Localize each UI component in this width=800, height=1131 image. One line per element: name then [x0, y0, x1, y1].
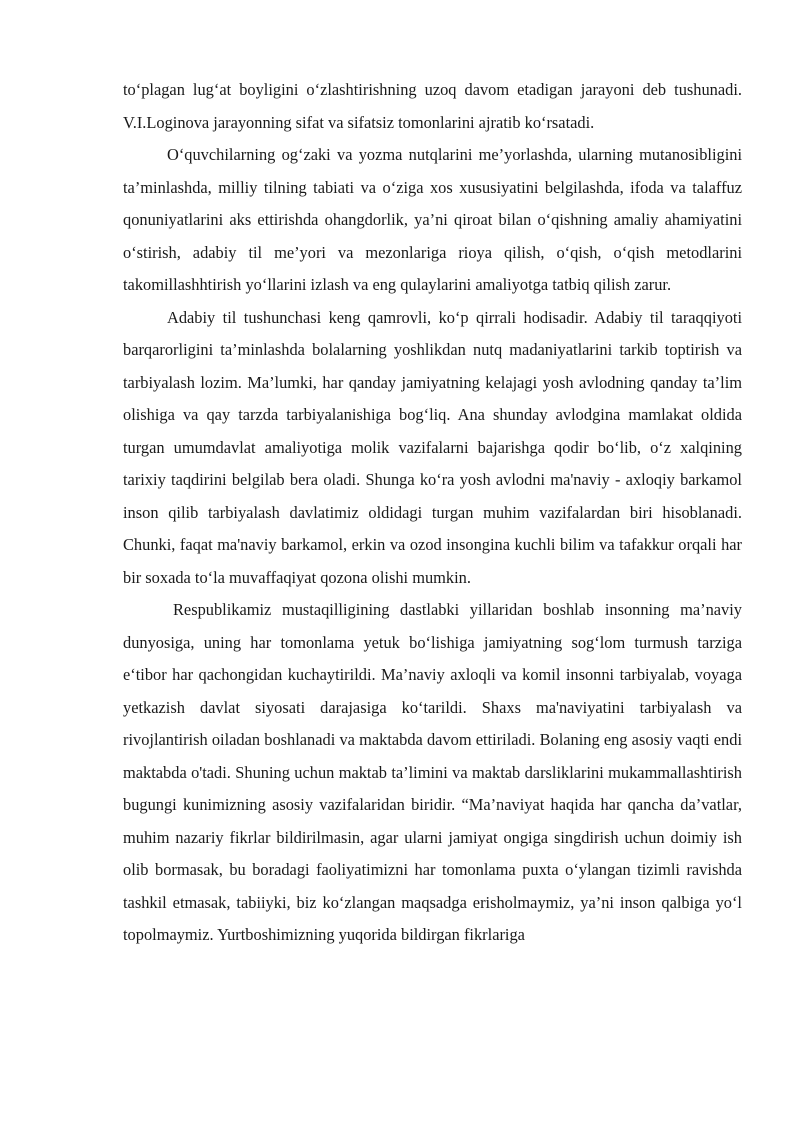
paragraph-continuation: to‘plagan lug‘at boyligini o‘zlashtirishning uzoq davom etadigan jarayoni deb tushunadi. V.I.Loginova jarayonning sifat va sifatsiz tomonlarini ajratib ko‘rsatadi.: [123, 80, 742, 132]
paragraph-speech-norms: O‘quvchilarning og‘zaki va yozma nutqlarini me’yorlashda, ularning mutanosibligini ta’minlashda, milliy tilning tabiati va o‘ziga xos xususiyatini belgilashda, ifoda va talaffuz qonuniyatlarini aks ettirishda ohangdorlik, ya’ni qiroat bilan o‘qishning amaliy ahamiyatini o‘stirish, adabiy til me’yori va mezonlariga rioya qilish, o‘qish, o‘qish metodlarini takomillashhtirish yo‘llarini izlash va eng qulaylarini amaliyotga tatbiq qilish zarur.: [123, 145, 742, 294]
body-text: [123, 74, 742, 952]
paragraph-literary-language: Adabiy til tushunchasi keng qamrovli, ko‘p qirrali hodisadir. Adabiy til taraqqiyoti barqarorligini ta’minlashda bolalarning yoshlikdan nutq madaniyatlarini tarkib toptirish va tarbiyalash lozim. Ma’lumki, har qanday jamiyatning kelajagi yosh avlodning qanday ta’lim olishiga va qay tarzda tarbiyalanishiga bog‘liq. Ana shunday avlodgina mamlakat oldida turgan umumdavlat amaliyotiga molik vazifalarni bajarishga qodir bo‘lib, o‘z xalqining tarixiy taqdirini belgilab bera oladi. Shunga ko‘ra yosh avlodni ma'naviy - axloqiy barkamol inson qilib tarbiyalash davlatimiz oldidagi turgan muhim vazifalardan biri hisoblanadi. Chunki, faqat ma'naviy barkamol, erkin va ozod insongina kuchli bilim va tafakkur orqali har bir soxada to‘la muvaffaqiyat qozona olishi mumkin.: [123, 307, 742, 587]
paragraph-spirituality: Respublikamiz mustaqilligining dastlabki yillaridan boshlab insonning ma’naviy dunyosiga, uning har tomonlama yetuk bo‘lishiga jamiyatning sog‘lom turmush tarziga e‘tibor har qachongidan kuchaytirildi. Ma’naviy axloqli va komil insonni tarbiyalab, voyaga yetkazish davlat siyosati darajasiga ko‘tarildi. Shaxs ma'naviyatini tarbiyalash va rivojlantirish oiladan boshlanadi va maktabda davom ettiriladi. Bolaning eng asosiy vaqti endi maktabda o'tadi. Shuning uchun maktab ta’limini va maktab darsliklarini mukammallashtirish bugungi kunimizning asosiy vazifalaridan biridir. “Ma’naviyat haqida har qancha da’vatlar, muhim nazariy fikrlar bildirilmasin, agar ularni jamiyat ongiga singdirish uchun doimiy ish olib bormasak, bu boradagi faoliyatimizni har tomonlama puxta o‘ylangan tizimli ravishda tashkil etmasak, tabiiyki, biz ko‘zlangan maqsadga erisholmaymiz, ya’ni inson qalbiga yo‘l topolmaymiz. Yurtboshimizning yuqorida bildirgan fikrlariga: [123, 600, 742, 944]
